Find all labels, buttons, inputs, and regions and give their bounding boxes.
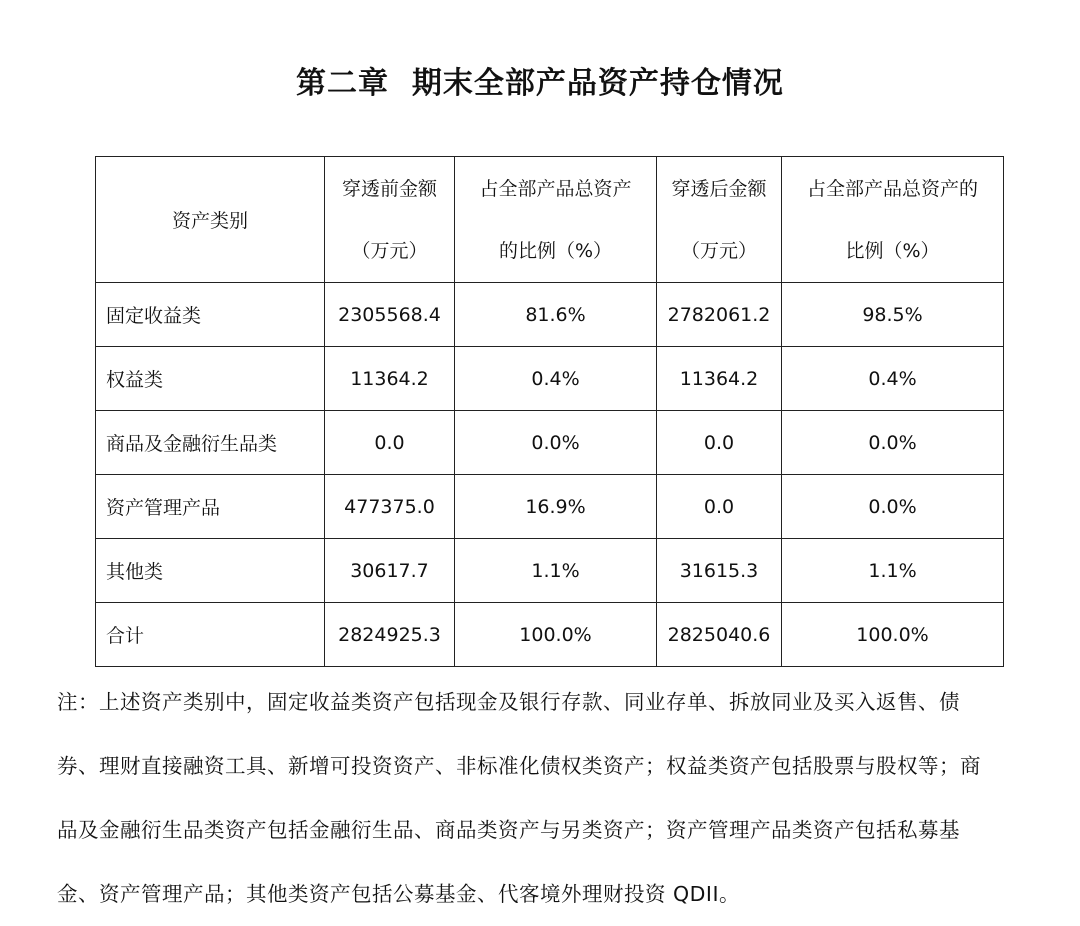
pre-ratio-cell: 1.1%: [455, 539, 657, 603]
table-total-row: [96, 603, 1004, 667]
table-row: [96, 539, 1004, 603]
header-label-line1: 穿透前金额: [341, 177, 437, 200]
header-label-line1: 穿透后金额: [671, 177, 767, 200]
table-row: [96, 411, 1004, 475]
pre-ratio-cell: 81.6%: [455, 283, 657, 347]
post-amount-cell: 11364.2: [657, 347, 782, 411]
header-asset-category-label: 资产类别: [171, 210, 248, 232]
footnote-line: 品及金融衍生品类资产包括金融衍生品、商品类资产与另类资产；资产管理产品类资产包括私募基: [57, 818, 960, 842]
pre-amount-cell: 2824925.3: [325, 603, 455, 667]
post-amount-cell: 0.0: [657, 411, 782, 475]
pre-ratio-cell: 100.0%: [455, 603, 657, 667]
pre-ratio-cell: 0.0%: [455, 411, 657, 475]
asset-category-cell: 其他类: [96, 539, 325, 603]
header-label-line2: （万元）: [351, 239, 428, 262]
footnote-line: 券、理财直接融资工具、新增可投资资产、非标准化债权类资产；权益类资产包括股票与股权等；商: [57, 754, 981, 778]
asset-category-cell: 固定收益类: [96, 283, 325, 347]
pre-amount-cell: 11364.2: [325, 347, 455, 411]
footnote-line: 注：上述资产类别中，固定收益类资产包括现金及银行存款、同业存单、拆放同业及买入返售、债: [57, 690, 960, 714]
post-ratio-cell: 0.0%: [782, 475, 1004, 539]
table-row: [96, 347, 1004, 411]
table-row: [96, 475, 1004, 539]
post-amount-cell: 2825040.6: [657, 603, 782, 667]
post-amount-cell: 31615.3: [657, 539, 782, 603]
pre-amount-cell: 30617.7: [325, 539, 455, 603]
header-pre-penetration-amount: [325, 157, 455, 283]
table-header-row: [96, 157, 1004, 283]
header-asset-category: [96, 157, 325, 283]
chapter-title: 第二章 期末全部产品资产持仓情况: [296, 66, 784, 101]
header-label-line1: 占全部产品总资产: [479, 177, 632, 200]
pre-amount-cell: 2305568.4: [325, 283, 455, 347]
post-ratio-cell: 0.0%: [782, 411, 1004, 475]
pre-ratio-cell: 16.9%: [455, 475, 657, 539]
post-ratio-cell: 0.4%: [782, 347, 1004, 411]
post-ratio-cell: 100.0%: [782, 603, 1004, 667]
header-label-line2: （万元）: [680, 239, 757, 262]
header-label-line2: 的比例（%）: [498, 239, 613, 262]
header-pre-penetration-ratio: [455, 157, 657, 283]
post-ratio-cell: 98.5%: [782, 283, 1004, 347]
table-row: [96, 283, 1004, 347]
asset-category-cell: 商品及金融衍生品类: [96, 411, 325, 475]
header-label-line1: 占全部产品总资产的: [806, 177, 978, 200]
asset-category-cell: 合计: [96, 603, 325, 667]
post-amount-cell: 2782061.2: [657, 283, 782, 347]
table-footnote: [57, 670, 1037, 926]
header-post-penetration-amount: [657, 157, 782, 283]
pre-ratio-cell: 0.4%: [455, 347, 657, 411]
asset-category-cell: 权益类: [96, 347, 325, 411]
footnote-line: 金、资产管理产品；其他类资产包括公募基金、代客境外理财投资 QDII。: [57, 882, 741, 906]
header-post-penetration-ratio: [782, 157, 1004, 283]
asset-holdings-table: [95, 156, 1004, 667]
post-amount-cell: 0.0: [657, 475, 782, 539]
post-ratio-cell: 1.1%: [782, 539, 1004, 603]
pre-amount-cell: 477375.0: [325, 475, 455, 539]
pre-amount-cell: 0.0: [325, 411, 455, 475]
asset-category-cell: 资产管理产品: [96, 475, 325, 539]
header-label-line2: 比例（%）: [845, 239, 940, 262]
